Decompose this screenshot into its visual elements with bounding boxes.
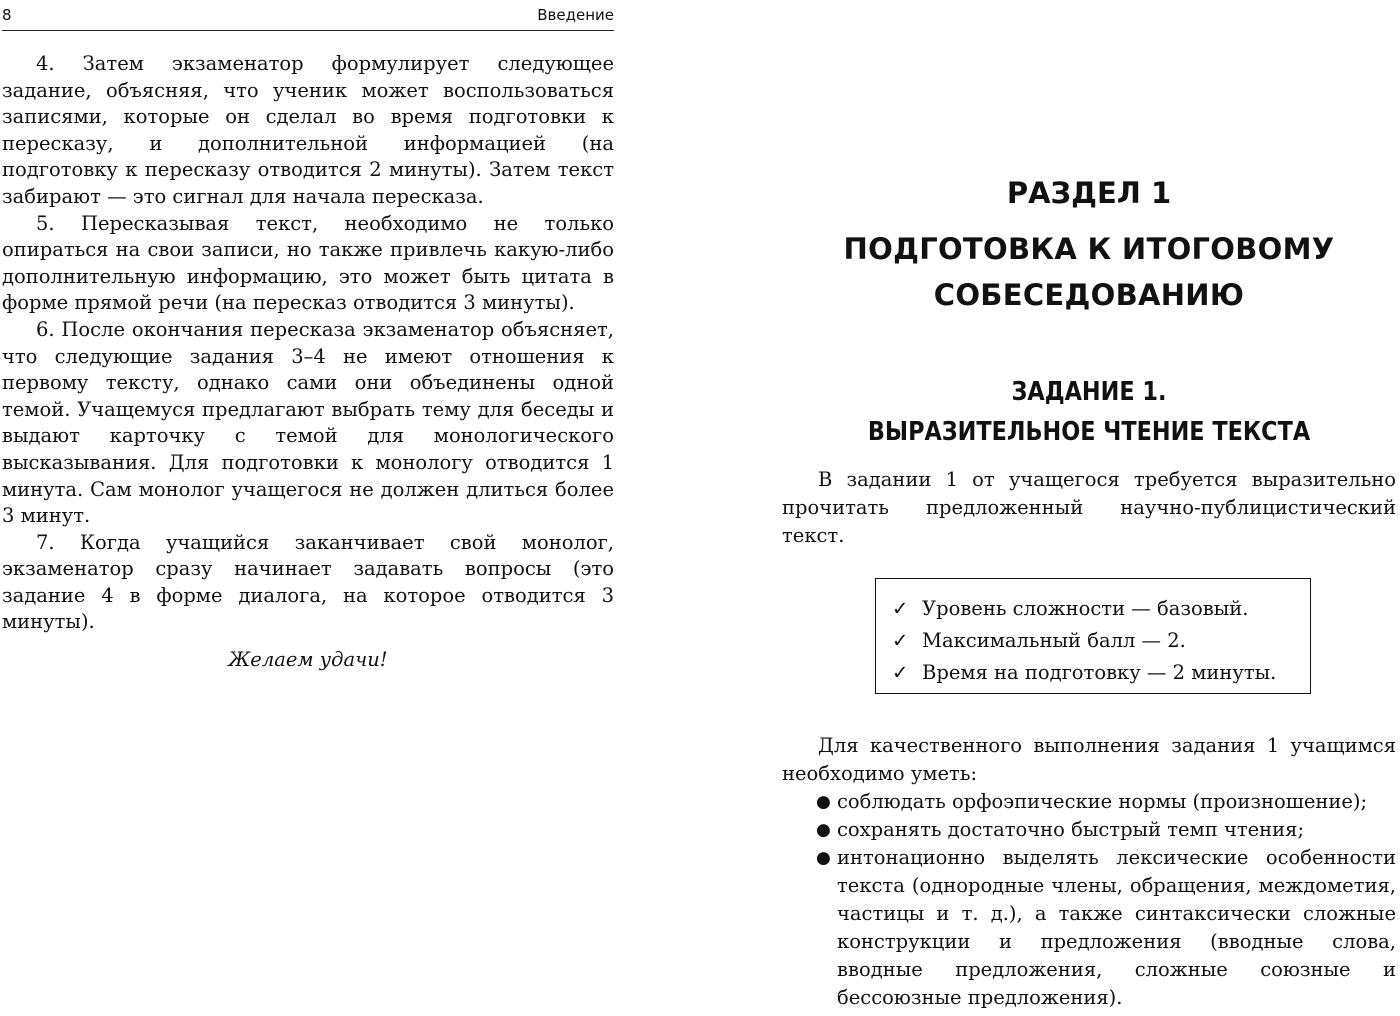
list-item [782,816,1396,844]
bullet-icon: ● [816,820,831,840]
section-title-line2: СОБЕСЕДОВАНИЮ [933,278,1245,312]
page-number: 8 [2,6,12,24]
running-header [2,4,614,26]
skill-text: соблюдать орфоэпические нормы (произношение); [837,790,1368,813]
list-item [782,788,1396,816]
required-skills [782,732,1396,1012]
check-icon: ✓ [892,597,909,620]
closing-wish: Желаем удачи! [228,648,388,671]
info-row-prep-time [892,657,1310,689]
task-number: ЗАДАНИЕ 1. [1011,377,1167,407]
skills-list [782,788,1396,1012]
task-heading [825,372,1353,452]
bullet-icon: ● [816,792,831,812]
section-heading [782,170,1396,318]
left-page [0,0,616,1016]
paragraph-6: 6. После окончания пересказа экзаменатор объясняет, что следующие задания 3–4 не имеют отношения к первому тексту, однако сами они объединены одной темой. Учащемуся предлагают выбрать тему для беседы и выдают карточку с темой для монологического высказывания. Для подготовки к монологу отводится 1 минута. Сам монолог учащегося не должен длиться более 3 минут. [2,317,614,528]
task-intro [782,466,1396,550]
procedure-text [2,51,614,636]
paragraph-4: 4. Затем экзаменатор формулирует следующее задание, объясняя, что ученик может воспользоваться записями, которые он сделал во время подготовки к пересказу, и дополнительной информацией (на подготовку к пересказу отводится 2 минуты). Затем текст забирают — это сигнал для начала пересказа. [2,52,614,208]
check-icon: ✓ [892,629,909,652]
skill-text: интонационно выделять лексические особенности текста (однородные члены, обращения, междометия, частицы и т. д.), а также синтаксически сложные конструкции и предложения (вводные слова, вводные предложения, сложные союзные и бессоюзные предложения). [837,846,1396,1009]
skills-lead: Для качественного выполнения задания 1 учащимся необходимо уметь: [782,734,1396,785]
info-row-difficulty [892,593,1310,625]
task-title: ВЫРАЗИТЕЛЬНОЕ ЧТЕНИЕ ТЕКСТА [867,417,1311,447]
bullet-icon: ● [816,848,831,868]
info-row-max-score [892,625,1310,657]
section-title-line1: ПОДГОТОВКА К ИТОГОВОМУ [843,232,1335,266]
intro-paragraph: В задании 1 от учащегося требуется выразительно прочитать предложенный научно-публицистический текст. [782,468,1396,547]
running-title: Введение [537,6,614,24]
info-prep-time: Время на подготовку — 2 минуты. [922,661,1277,684]
header-rule [2,30,614,31]
check-icon: ✓ [892,661,909,684]
section-number: РАЗДЕЛ 1 [1006,176,1172,210]
right-page [782,0,1396,1016]
paragraph-7: 7. Когда учащийся заканчивает свой монолог, экзаменатор сразу начинает задавать вопросы (это задание 4 в форме диалога, на которое отводится 3 минуты). [2,530,614,634]
info-difficulty: Уровень сложности — базовый. [922,597,1249,620]
skill-text: сохранять достаточно быстрый темп чтения; [837,818,1305,841]
list-item [782,844,1396,1012]
paragraph-5: 5. Пересказывая текст, необходимо не только опираться на свои записи, но также привлечь какую-либо дополнительную информацию, это может быть цитата в форме прямой речи (на пересказ отводится 3 минуты). [2,211,614,315]
task-info-box [875,578,1311,694]
info-max-score: Максимальный балл — 2. [922,629,1186,652]
